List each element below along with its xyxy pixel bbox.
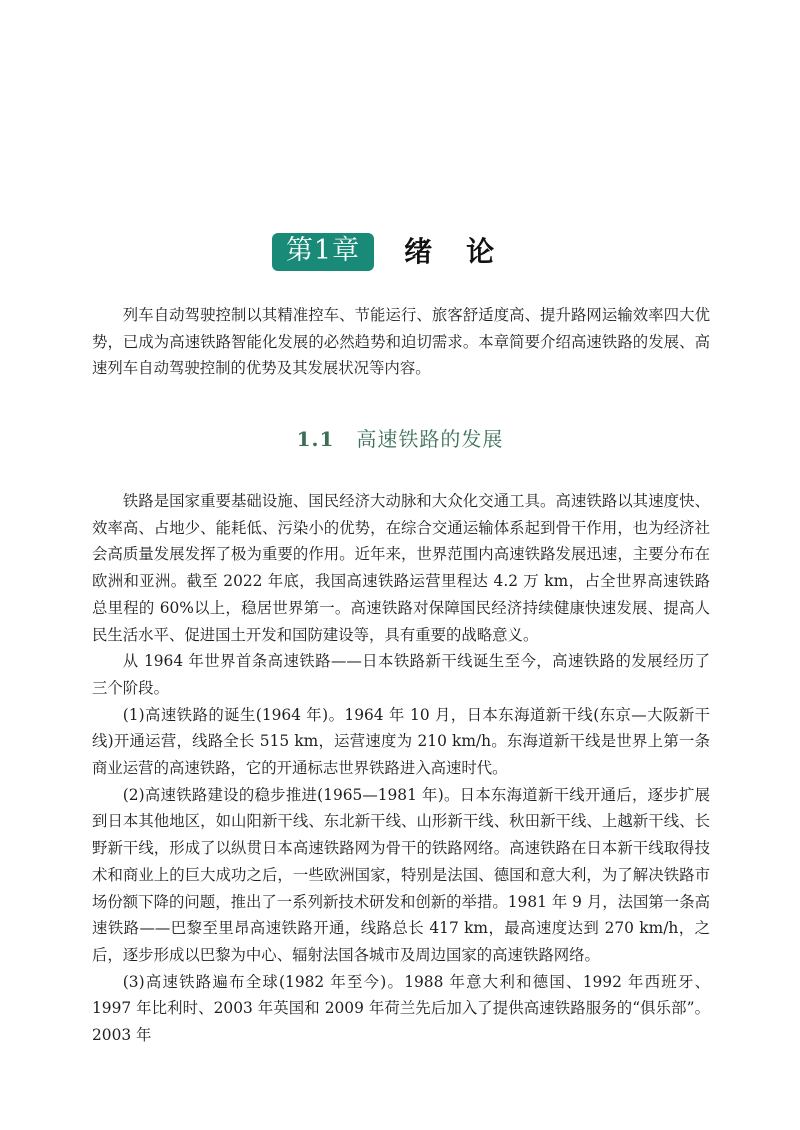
body-paragraph: (3)高速铁路遍布全球(1982 年至今)。1988 年意大利和德国、1992 年西班牙、1997 年比利时、2003 年英国和 2009 年荷兰先后加入了提供高速铁路服务的“俱乐部”。2003 年 xyxy=(92,972,710,1045)
body-paragraph: 从 1964 年世界首条高速铁路——日本铁路新干线诞生至今，高速铁路的发展经历了三个阶段。 xyxy=(92,652,710,697)
chapter-intro xyxy=(92,302,710,382)
section-number: 1.1 xyxy=(296,427,335,451)
body-paragraph: (1)高速铁路的诞生(1964 年)。1964 年 10 月，日本东海道新干线(东京—大阪新干线)开通运营，线路全长 515 km，运营速度为 210 km/h。东海道新干线是世界上第一条商业运营的高速铁路，它的开通标志世界铁路进入高速时代。 xyxy=(92,705,710,778)
chapter-title: 绪论 xyxy=(404,235,529,268)
body-paragraph: 铁路是国家重要基础设施、国民经济大动脉和大众化交通工具。高速铁路以其速度快、效率高、占地少、能耗低、污染小的优势，在综合交通运输体系起到骨干作用，也为经济社会高质量发展发挥了极为重要的作用。近年来，世界范围内高速铁路发展迅速，主要分布在欧洲和亚洲。截至 2022 年底，我国高速铁路运营里程达 4.2 万 km，占全世界高速铁路总里程的 60%以上，稳居世界第一。高速铁路对保障国民经济持续健康快速发展、提高人民生活水平、促进国土开发和国防建设等，具有重要的战略意义。 xyxy=(92,492,710,644)
chapter-badge: 第1章 xyxy=(272,233,374,271)
section-body xyxy=(92,488,710,1049)
section-heading xyxy=(0,425,800,453)
chapter-header xyxy=(0,233,800,271)
body-paragraph: (2)高速铁路建设的稳步推进(1965—1981 年)。日本东海道新干线开通后，逐步扩展到日本其他地区，如山阳新干线、东北新干线、山形新干线、秋田新干线、上越新干线、长野新干线，形成了以纵贯日本高速铁路网为骨干的铁路网络。高速铁路在日本新干线取得技术和商业上的巨大成功之后，一些欧洲国家，特别是法国、德国和意大利，为了解决铁路市场份额下降的问题，推出了一系列新技术研发和创新的举措。1981 年 9 月，法国第一条高速铁路——巴黎至里昂高速铁路开通，线路总长 417 km，最高速度达到 270 km/h，之后，逐步形成以巴黎为中心、辐射法国各城市及周边国家的高速铁路网络。 xyxy=(92,785,710,964)
intro-paragraph: 列车自动驾驶控制以其精准控车、节能运行、旅客舒适度高、提升路网运输效率四大优势，已成为高速铁路智能化发展的必然趋势和迫切需求。本章简要介绍高速铁路的发展、高速列车自动驾驶控制的优势及其发展状况等内容。 xyxy=(92,306,710,378)
section-title: 高速铁路的发展 xyxy=(356,427,504,451)
